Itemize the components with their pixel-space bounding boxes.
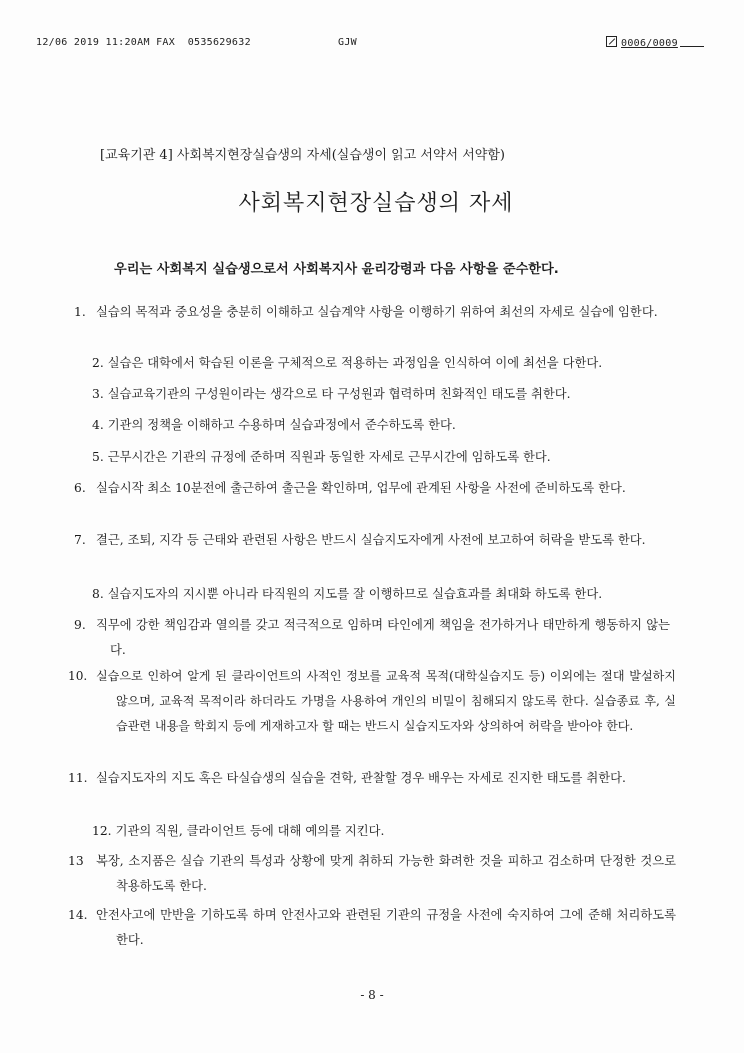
item-text: 실습시작 최소 10분전에 출근하여 출근을 확인하며, 업무에 관계된 사항을 사전에 준비하도록 한다. xyxy=(96,481,626,495)
list-item: 11. 실습지도자의 지도 혹은 타실습생의 실습을 견학, 관찰할 경우 배우는 자세로 진지한 태도를 취한다. xyxy=(68,771,626,785)
list-item: 1. 실습의 목적과 중요성을 충분히 이해하고 실습계약 사항을 이행하기 위하여 최선의 자세로 실습에 임한다. xyxy=(74,305,658,319)
list-item xyxy=(92,582,652,607)
fax-page-icon xyxy=(606,36,617,47)
fax-header-rule xyxy=(680,46,704,47)
fax-page-count: 0006/0009 xyxy=(621,38,678,49)
item-text: 기관의 정책을 이해하고 수용하며 실습과정에서 준수하도록 한다. xyxy=(107,418,456,432)
document-label: [교육기관 4] 사회복지현장실습생의 자세(실습생이 읽고 서약서 서약함) xyxy=(100,148,505,163)
pledge-statement: 우리는 사회복지 실습생으로서 사회복지사 윤리강령과 다음 사항을 준수한다. xyxy=(114,262,559,277)
fax-sender-code: GJW xyxy=(338,37,357,48)
item-number: 12. xyxy=(92,824,112,838)
item-number: 2. xyxy=(92,356,104,370)
list-item: 14. 안전사고에 만반을 기하도록 하며 안전사고와 관련된 기관의 규정을 사전에 숙지하여 그에 준해 처리하도록 한다. xyxy=(68,908,676,947)
item-number: 4. xyxy=(92,418,104,432)
list-item xyxy=(92,819,652,844)
item-number: 3. xyxy=(92,387,104,401)
item-text: 실습교육기관의 구성원이라는 생각으로 타 구성원과 협력하며 친화적인 태도를 취한다. xyxy=(107,387,571,401)
item-text: 직무에 강한 책임감과 열의를 갖고 적극적으로 임하며 타인에게 책임을 전가하거나 태만하게 행동하지 않는다. xyxy=(96,618,670,657)
list-item: 7. 결근, 조퇴, 지각 등 근태와 관련된 사항은 반드시 실습지도자에게 사전에 보고하여 허락을 받도록 한다. xyxy=(74,533,646,547)
list-item xyxy=(92,445,652,470)
page-title: 사회복지현장실습생의 자세 xyxy=(238,191,514,216)
fax-transmission-info: 12/06 2019 11:20AM FAX 0535629632 xyxy=(36,37,251,48)
list-item: 9. 직무에 강한 책임감과 열의를 갖고 적극적으로 임하며 타인에게 책임을 전가하거나 태만하게 행동하지 않는다. xyxy=(74,618,670,657)
item-text: 실습은 대학에서 학습된 이론을 구체적으로 적용하는 과정임을 인식하여 이에 최선을 다한다. xyxy=(107,356,603,370)
item-number: 8. xyxy=(92,587,104,601)
item-number: 5. xyxy=(92,450,104,464)
item-text: 안전사고에 만반을 기하도록 하며 안전사고와 관련된 기관의 규정을 사전에 숙지하여 그에 준해 처리하도록 한다. xyxy=(96,908,676,947)
item-text: 실습지도자의 지시뿐 아니라 타직원의 지도를 잘 이행하므로 실습효과를 최대화 하도록 한다. xyxy=(107,587,603,601)
list-item: 10. 실습으로 인하여 알게 된 클라이언트의 사적인 정보를 교육적 목적(대학실습지도 등) 이외에는 절대 발설하지 않으며, 교육적 목적이라 하더라도 가명을 사용하여 개인의 비밀이 침해되지 않도록 한다. 실습종료 후, 실습관련 내용을 학회지 등에 게재하고자 할 때는 반드시 실습지도자와 상의하여 허락을 받아야 한다. xyxy=(68,669,676,733)
list-item xyxy=(92,382,652,407)
page-number: - 8 - xyxy=(360,988,384,1002)
fax-page-indicator xyxy=(606,36,704,49)
list-item: 13 복장, 소지품은 실습 기관의 특성과 상황에 맞게 취하되 가능한 화려한 것을 피하고 검소하며 단정한 것으로 착용하도록 한다. xyxy=(68,854,676,893)
list-item xyxy=(92,413,652,438)
item-text: 실습지도자의 지도 혹은 타실습생의 실습을 견학, 관찰할 경우 배우는 자세로 진지한 태도를 취한다. xyxy=(96,771,626,785)
item-text: 복장, 소지품은 실습 기관의 특성과 상황에 맞게 취하되 가능한 화려한 것을 피하고 검소하며 단정한 것으로 착용하도록 한다. xyxy=(96,854,676,893)
item-text: 실습의 목적과 중요성을 충분히 이해하고 실습계약 사항을 이행하기 위하여 최선의 자세로 실습에 임한다. xyxy=(96,305,658,319)
item-text: 결근, 조퇴, 지각 등 근태와 관련된 사항은 반드시 실습지도자에게 사전에 보고하여 허락을 받도록 한다. xyxy=(96,533,646,547)
item-text: 실습으로 인하여 알게 된 클라이언트의 사적인 정보를 교육적 목적(대학실습지도 등) 이외에는 절대 발설하지 않으며, 교육적 목적이라 하더라도 가명을 사용하여 개인의 비밀이 침해되지 않도록 한다. 실습종료 후, 실습관련 내용을 학회지 등에 게재하고자 할 때는 반드시 실습지도자와 상의하여 허락을 받아야 한다. xyxy=(96,669,676,733)
list-item xyxy=(92,351,652,376)
item-text: 기관의 직원, 클라이언트 등에 대해 예의를 지킨다. xyxy=(115,824,385,838)
item-text: 근무시간은 기관의 규정에 준하며 직원과 동일한 자세로 근무시간에 임하도록 한다. xyxy=(107,450,551,464)
fax-header xyxy=(36,37,714,51)
list-item: 6. 실습시작 최소 10분전에 출근하여 출근을 확인하며, 업무에 관계된 사항을 사전에 준비하도록 한다. xyxy=(74,481,626,495)
